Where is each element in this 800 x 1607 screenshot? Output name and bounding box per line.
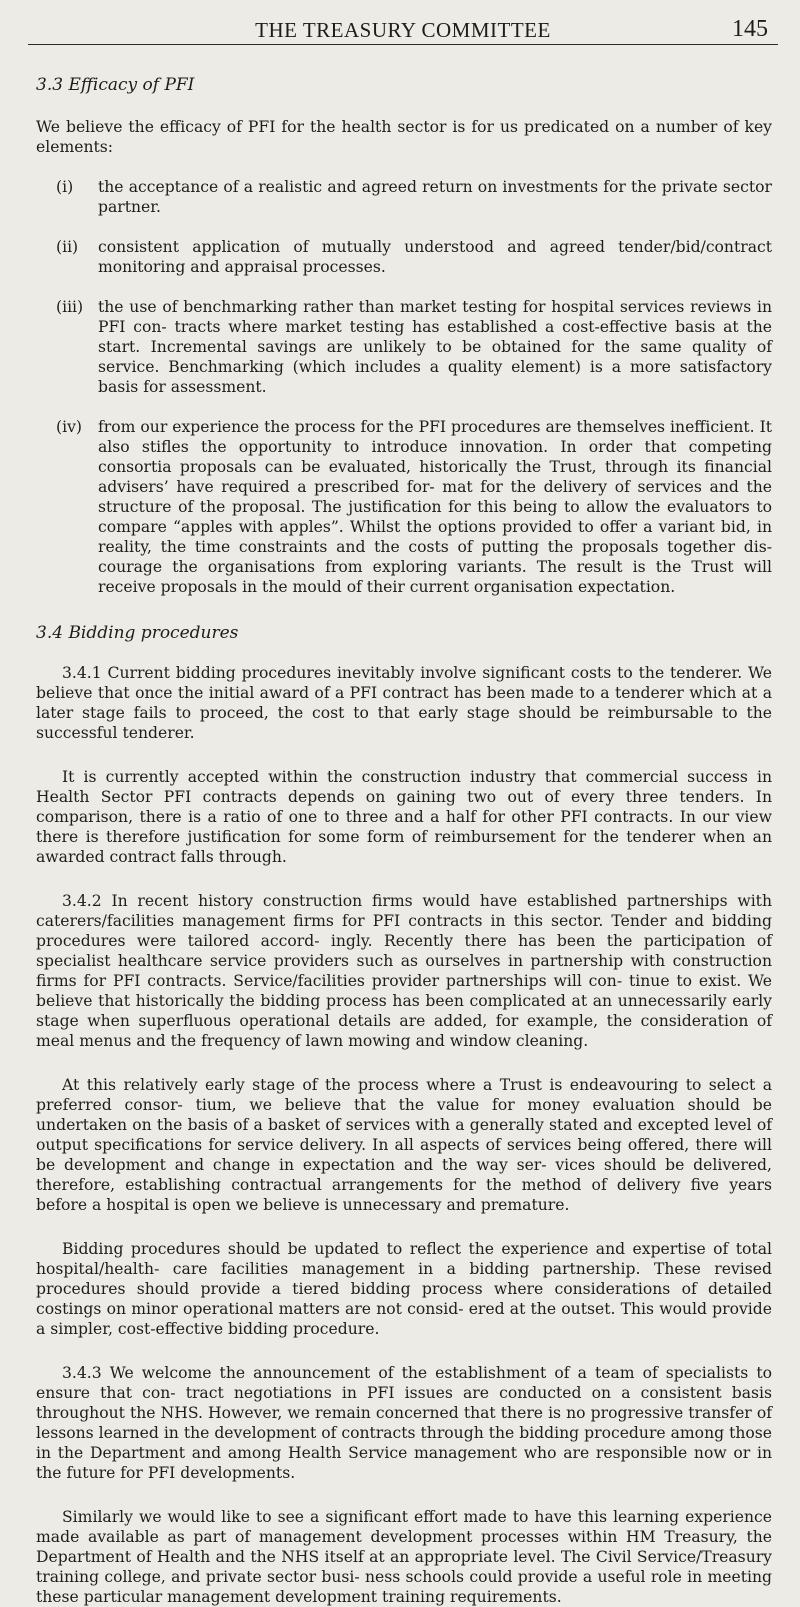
list-item bbox=[56, 417, 772, 597]
list-item-number: (ii) bbox=[56, 238, 79, 256]
list-item-text: consistent application of mutually understood and agreed tender/bid/contract monitoring and appraisal processes. bbox=[98, 238, 772, 276]
key-elements-list bbox=[36, 177, 772, 597]
bidding-paragraph: At this relatively early stage of the process where a Trust is endeavouring to select a preferred consor- tium, we believe that the value for money evaluation should be undertaken on the basis of a basket of services with a generally stated and excepted level of output specifications for service delivery. In all aspects of services being offered, there will be development and change in expectation and the way ser- vices should be delivered, therefore, establishing contractual arrangements for the method of delivery five years before a hospital is open we believe is unnecessary and premature. bbox=[36, 1076, 772, 1214]
list-item bbox=[56, 177, 772, 217]
page-number: 145 bbox=[732, 16, 768, 42]
list-item-text: the acceptance of a realistic and agreed return on investments for the private sector partner. bbox=[98, 178, 772, 216]
bidding-paragraph: 3.4.1 Current bidding procedures inevitably involve significant costs to the tenderer. We believe that once the initial award of a PFI contract has been made to a tenderer which at a later stage fails to proceed, the cost to that early stage should be reimbursable to the successful tenderer. bbox=[36, 664, 772, 742]
bidding-paragraph: Bidding procedures should be updated to reflect the experience and expertise of total hospital/health- care facilities management in a bidding partnership. These revised procedures should provide a tiered bidding process where considerations of detailed costings on minor operational matters are not consid- ered at the outset. This would provide a simpler, cost-effective bidding procedure. bbox=[36, 1240, 772, 1338]
running-header bbox=[28, 0, 778, 45]
bidding-body bbox=[36, 663, 772, 1607]
bidding-paragraph: Similarly we would like to see a significant effort made to have this learning experience made available as part of management development processes within HM Treasury, the Department of Health and the NHS itself at an appropriate level. The Civil Service/Treasury training college, and private sector busi- ness schools could provide a useful role in meeting these particular management development training requirements. bbox=[36, 1508, 772, 1606]
bidding-paragraph: 3.4.2 In recent history construction firms would have established partnerships with caterers/facilities management firms for PFI contracts in this sector. Tender and bidding procedures were tailored accord- ingly. Recently there has been the participation of specialist healthcare service providers such as ourselves in partnership with construction firms for PFI contracts. Service/facilities provider partnerships will con- tinue to exist. We believe that historically the bidding process has been complicated at an unnecessarily early stage when superfluous operational details are added, for example, the consideration of meal menus and the frequency of lawn mowing and window cleaning. bbox=[36, 892, 772, 1050]
list-item bbox=[56, 237, 772, 277]
section-heading-efficacy: 3.3 Efficacy of PFI bbox=[36, 75, 195, 95]
list-item-number: (i) bbox=[56, 178, 74, 196]
list-item-text: the use of benchmarking rather than market testing for hospital services reviews in PFI con- tracts where market testing has established a cost-effective basis at the start. Incremental savings are unlikely to be obtained for the same quality of service. Benchmarking (which includes a quality element) is a more satisfactory basis for assessment. bbox=[98, 298, 772, 396]
list-item-number: (iv) bbox=[56, 418, 82, 436]
bidding-paragraph: 3.4.3 We welcome the announcement of the establishment of a team of specialists to ensure that con- tract negotiations in PFI issues are conducted on a consistent basis throughout the NHS. However, we remain concerned that there is no progressive transfer of lessons learned in the development of contracts through the bidding procedure among those in the Department and among Health Service management who are responsible now or in the future for PFI developments. bbox=[36, 1364, 772, 1482]
efficacy-intro: We believe the efficacy of PFI for the health sector is for us predicated on a number of key elements: bbox=[36, 118, 772, 156]
list-item bbox=[56, 297, 772, 397]
section-heading-bidding: 3.4 Bidding procedures bbox=[36, 623, 239, 643]
running-title: THE TREASURY COMMITTEE bbox=[255, 18, 551, 42]
list-item-text: from our experience the process for the PFI procedures are themselves inefficient. It also stifles the opportunity to introduce innovation. In order that competing consortia proposals can be evaluated, historically the Trust, through its financial advisers’ have required a prescribed for- mat for the delivery of services and the structure of the proposal. The justification for this being to allow the evaluators to compare “apples with apples”. Whilst the options provided to offer a variant bid, in reality, the time constraints and the costs of putting the proposals together dis- courage the organisations from exploring variants. The result is the Trust will receive proposals in the mould of their current organisation expectation. bbox=[98, 418, 772, 596]
list-item-number: (iii) bbox=[56, 298, 84, 316]
bidding-paragraph: It is currently accepted within the construction industry that commercial success in Health Sector PFI contracts depends on gaining two out of every three tenders. In comparison, there is a ratio of one to three and a half for other PFI contracts. In our view there is therefore justification for some form of reimbursement for the tenderer when an awarded contract falls through. bbox=[36, 768, 772, 866]
